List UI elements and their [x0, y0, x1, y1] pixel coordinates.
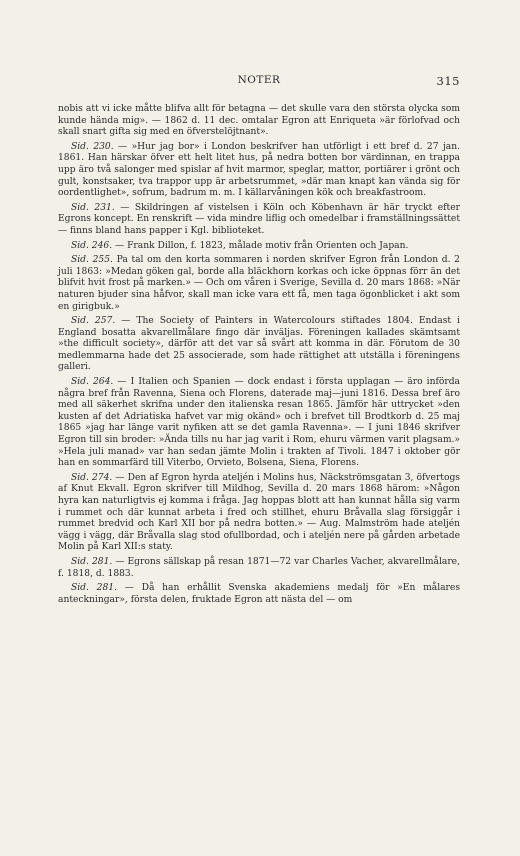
note-text: — Den af Egron hyrda ateljén i Molins hus, Näckströmsgatan 3, öfvertogs af Knut Ekvall. Egron skrifver till Mildhog, Sevilla d. 20 mars 1868 härom: »Någon hyra kan naturligtvis ej komma i fråga. Jag hoppas blott att han kunnat hålla sig varm i rummet och där kunnat arbeta i fred och stillhet, ehuru Bråvalla slag försiggår i rummet bredvid och Karl XII bor på nedra botten.» — Aug. Malmström hade ateljén vägg i vägg, där Bråvalla slag stod ofullbordad, och i ateljén nere på gården arbetade Molin på Karl XII:s staty.	[58, 472, 460, 553]
note-reference: Sid. 231.	[71, 202, 115, 213]
note-reference: Sid. 255.	[71, 255, 113, 266]
note-reference: Sid. 230.	[71, 141, 114, 152]
note-paragraph	[58, 255, 460, 313]
note-text: — Egrons sällskap på resan 1871—72 var Charles Vacher, akvarellmålare, f. 1818, d. 1883.	[58, 556, 460, 579]
running-header	[58, 74, 460, 88]
note-reference: Sid. 246.	[71, 240, 113, 251]
note-text: — The Society of Painters in Watercolours stiftades 1804. Endast i England bosatta akvarellmålare fingo där inväljas. Föreningen kallades skämtsamt »the difficult society», därför att det var så svårt att komma in där. Förutom de 30 medlemmarna hade det 25 associerade, som hade rättighet att utställa i föreningens galleri.	[58, 316, 460, 373]
note-paragraph	[58, 377, 460, 470]
note-text: — Frank Dillon, f. 1823, målade motiv från Orienten och Japan.	[112, 240, 409, 251]
page-number: 315	[436, 74, 460, 88]
note-reference: Sid. 257.	[71, 316, 116, 327]
note-reference: Sid. 281.	[71, 583, 117, 594]
note-reference: Sid. 274.	[71, 472, 113, 483]
note-text: — Skildringen af vistelsen i Köln och Köbenhavn är här tryckt efter Egrons koncept. En renskrift — vida mindre liflig och omedelbar i framställningssättet — finns bland hans papper i Kgl. biblioteket.	[58, 202, 460, 236]
notes-body	[58, 104, 460, 609]
note-paragraph	[58, 583, 460, 606]
note-text: — Då han erhållit Svenska akademiens medalj för »En målares anteckningar», första delen, fruktade Egron att nästa del — om	[58, 583, 460, 605]
note-paragraph	[58, 142, 460, 200]
note-reference: Sid. 264.	[71, 377, 114, 388]
note-paragraph	[58, 104, 460, 139]
note-paragraph	[58, 203, 460, 238]
note-text: nobis att vi icke måtte blifva allt för betagna — det skulle vara den största olycka som kunde hända mig». — 1862 d. 11 dec. omtalar Egron att Enriqueta »är förlofvad och skall snart gifta sig med en öfverstelöjtnant».	[58, 104, 460, 138]
note-paragraph	[58, 473, 460, 554]
note-paragraph	[58, 241, 460, 253]
note-paragraph	[58, 316, 460, 374]
note-paragraph	[58, 557, 460, 580]
note-text: — I Italien och Spanien — dock endast i första upplagan — äro införda några bref från Ravenna, Siena och Florens, daterade maj—juni 1816. Dessa bref äro med all säkerhet skrifna under den italienska resan 1865. Jämför här uttrycket »den kusten af det Adriatiska hafvet var mig okänd» och i brefvet till Brodtkorb d. 25 maj 1865 »jag har länge varit nyfiken att se det gamla Ravenna». — I juni 1846 skrifver Egron till sin broder: »Ända tills nu har jag varit i Rom, ehuru värmen varit plagsam.» »Hela juli manad» var han sedan jämte Molin i trakten af Tivoli. 1847 i oktober gör han en sommarfärd till Viterbo, Orvieto, Bolsena, Siena, Florens.	[58, 377, 460, 469]
note-text: — »Hur jag bor» i London beskrifver han utförligt i ett bref d. 27 jan. 1861. Han härskar öfver ett helt litet hus, på nedra botten bor värdinnan, en trappa upp äro två salonger med spislar af hvit marmor, speglar, mattor, portiärer i grönt och gult, konstsaker, tva trappor upp är arbetsrummet, »där man knapt kan vända sig för oordentlighet», sofrum, badrum m. m. I källarvåningen kök och breakfastroom.	[58, 141, 460, 199]
note-reference: Sid. 281.	[71, 556, 113, 567]
header-title: NOTER	[237, 74, 281, 86]
note-text: Pa tal om den korta sommaren i norden skrifver Egron från London d. 2 juli 1863: »Medan göken gal, borde alla bläckhorn korkas och icke öppnas förr än det blifvit hvit frost på marken.» — Och om våren i Sverige, Sevilla d. 20 mars 1868: »När naturen bjuder sina håfvor, skall man icke vara ett få, men taga ögonblicket i akt som en girigbuk.»	[58, 255, 460, 312]
